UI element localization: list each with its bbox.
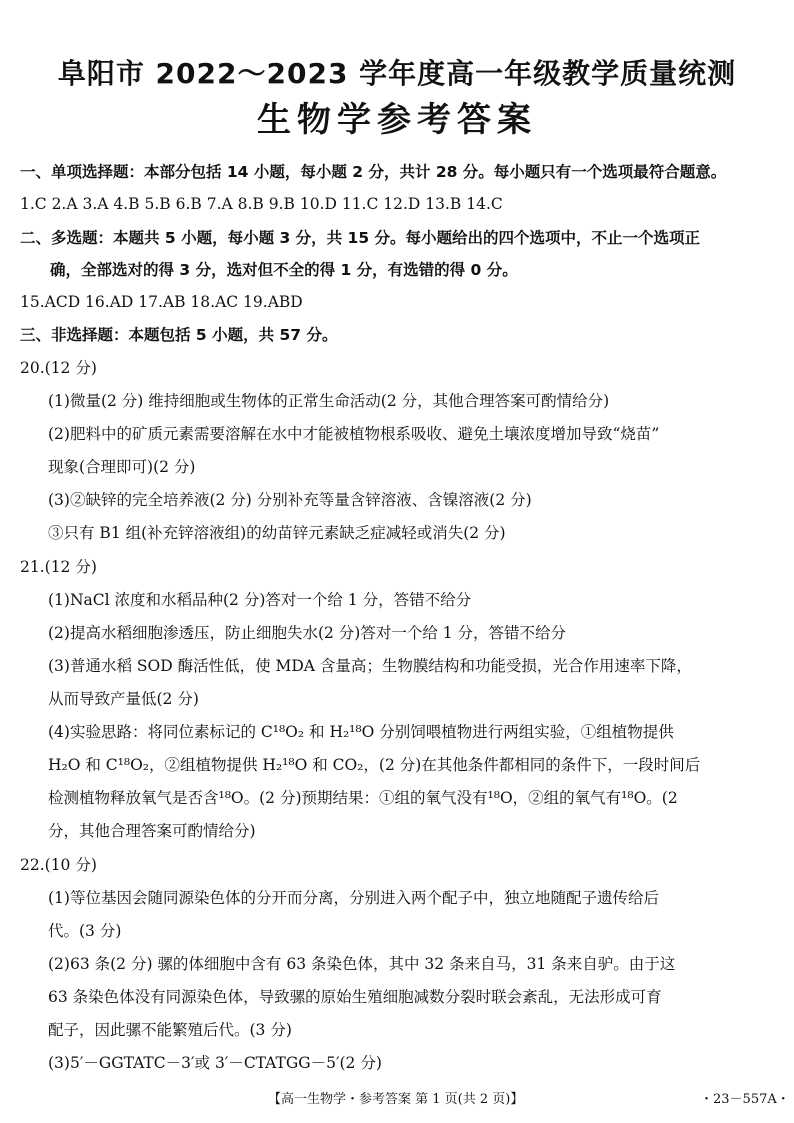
- q22-part1: (1)等位基因会随同源染色体的分开而分离，分别进入两个配子中，独立地随配子遗传给后: [48, 889, 659, 907]
- q20-part3: (3)②缺锌的完全培养液(2 分) 分别补充等量含锌溶液、含镍溶液(2 分): [48, 491, 532, 509]
- section-2-heading: 二、多选题：本题共 5 小题，每小题 3 分，共 15 分。每小题给出的四个选项中，不止一个选项正: [20, 229, 701, 247]
- q20-part3-cont: ③只有 B1 组(补充锌溶液组)的幼苗锌元素缺乏症减轻或消失(2 分): [48, 524, 506, 542]
- q22-header: 22.(10 分): [20, 856, 97, 874]
- q21-part4-cont2: 检测植物释放氧气是否含¹⁸O。(2 分)预期结果：①组的氧气没有¹⁸O，②组的氧气有¹⁸O。(2: [48, 789, 678, 807]
- section-2-answers: 15.ACD 16.AD 17.AB 18.AC 19.ABD: [20, 293, 303, 311]
- q20-header: 20.(12 分): [20, 359, 97, 377]
- q21-part4: (4)实验思路：将同位素标记的 C¹⁸O₂ 和 H₂¹⁸O 分别饲喂植物进行两组实验，①组植物提供: [48, 723, 674, 741]
- section-1-answers: 1.C 2.A 3.A 4.B 5.B 6.B 7.A 8.B 9.B 10.D 11.C 12.D 13.B 14.C: [20, 195, 503, 213]
- footer-page-label: 【高一生物学・参考答案 第 1 页(共 2 页)】: [268, 1092, 524, 1107]
- q21-header: 21.(12 分): [20, 558, 97, 576]
- q20-part2-cont: 现象(合理即可)(2 分): [48, 458, 196, 476]
- section-1-heading: 一、单项选择题：本部分包括 14 小题，每小题 2 分，共计 28 分。每小题只有一个选项最符合题意。: [20, 163, 727, 181]
- q21-part3-cont: 从而导致产量低(2 分): [48, 690, 199, 708]
- q21-part3: (3)普通水稻 SOD 酶活性低，使 MDA 含量高；生物膜结构和功能受损，光合作用速率下降，: [48, 657, 692, 675]
- q20-part1: (1)微量(2 分) 维持细胞或生物体的正常生命活动(2 分，其他合理答案可酌情给分): [48, 392, 610, 410]
- q22-part2-cont2: 配子，因此骡不能繁殖后代。(3 分): [48, 1021, 292, 1039]
- q21-part4-cont3: 分，其他合理答案可酌情给分): [48, 822, 256, 840]
- q20-part2: (2)肥料中的矿质元素需要溶解在水中才能被植物根系吸收、避免土壤浓度增加导致“烧苗”: [48, 425, 660, 443]
- q22-part2: (2)63 条(2 分) 骡的体细胞中含有 63 条染色体，其中 32 条来自马，31 条来自驴。由于这: [48, 955, 676, 973]
- q22-part3: (3)5′－GGTATC－3′或 3′－CTATGG－5′(2 分): [48, 1054, 382, 1072]
- footer-doc-code: ・23－557A・: [700, 1092, 790, 1107]
- section-2-heading-cont: 确，全部选对的得 3 分，选对但不全的得 1 分，有选错的得 0 分。: [50, 261, 518, 279]
- q22-part2-cont1: 63 条染色体没有同源染色体，导致骡的原始生殖细胞减数分裂时联会紊乱，无法形成可育: [48, 988, 662, 1006]
- document-title: 阜阳市 2022～2023 学年度高一年级教学质量统测: [57, 57, 737, 90]
- section-3-heading: 三、非选择题：本题包括 5 小题，共 57 分。: [20, 326, 338, 344]
- q21-part2: (2)提高水稻细胞渗透压，防止细胞失水(2 分)答对一个给 1 分，答错不给分: [48, 624, 567, 642]
- document-subtitle: 生物学参考答案: [257, 100, 537, 140]
- q22-part1-cont: 代。(3 分): [48, 922, 122, 940]
- q21-part1: (1)NaCl 浓度和水稻品种(2 分)答对一个给 1 分，答错不给分: [48, 591, 472, 609]
- q21-part4-cont1: H₂O 和 C¹⁸O₂，②组植物提供 H₂¹⁸O 和 CO₂，(2 分)在其他条件都相同的条件下，一段时间后: [48, 756, 701, 774]
